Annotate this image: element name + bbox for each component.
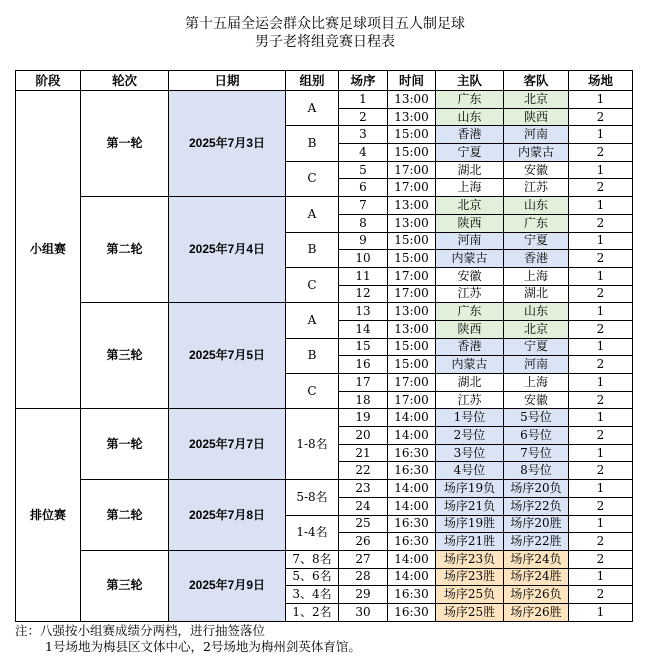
home-team-cell: 2号位 <box>436 427 504 445</box>
away-team-cell: 场序20胜 <box>504 515 569 533</box>
match-no-cell: 6 <box>339 179 388 197</box>
match-no-cell: 3 <box>339 126 388 144</box>
match-no-cell: 11 <box>339 267 388 285</box>
time-cell: 16:30 <box>388 444 436 462</box>
note-line-2: 1号场地为梅县区文体中心，2号场地为梅州剑英体育馆。 <box>45 639 361 654</box>
time-cell: 17:00 <box>388 374 436 392</box>
match-no-cell: 14 <box>339 320 388 338</box>
round-cell: 第三轮 <box>81 550 169 621</box>
away-team-cell: 场序22负 <box>504 497 569 515</box>
venue-cell: 2 <box>569 179 633 197</box>
home-team-cell: 场序25胜 <box>436 603 504 621</box>
home-team-cell: 内蒙古 <box>436 356 504 374</box>
venue-cell: 2 <box>569 250 633 268</box>
match-no-cell: 24 <box>339 497 388 515</box>
match-no-cell: 20 <box>339 427 388 445</box>
venue-cell: 1 <box>569 126 633 144</box>
header-venue: 场地 <box>569 71 633 91</box>
away-team-cell: 北京 <box>504 91 569 109</box>
match-no-cell: 13 <box>339 303 388 321</box>
home-team-cell: 香港 <box>436 338 504 356</box>
home-team-cell: 香港 <box>436 126 504 144</box>
match-row <box>16 480 633 498</box>
home-team-cell: 河南 <box>436 232 504 250</box>
header-match-no: 场序 <box>339 71 388 91</box>
match-row <box>16 197 633 215</box>
venue-cell: 2 <box>569 285 633 303</box>
time-cell: 14:00 <box>388 550 436 568</box>
away-team-cell: 安徽 <box>504 161 569 179</box>
venue-cell: 2 <box>569 533 633 551</box>
time-cell: 17:00 <box>388 179 436 197</box>
away-team-cell: 场序22胜 <box>504 533 569 551</box>
away-team-cell: 安徽 <box>504 391 569 409</box>
match-no-cell: 18 <box>339 391 388 409</box>
home-team-cell: 江苏 <box>436 285 504 303</box>
group-cell: 1-4名 <box>286 515 339 550</box>
away-team-cell: 上海 <box>504 374 569 392</box>
group-cell: B <box>286 126 339 161</box>
time-cell: 14:00 <box>388 497 436 515</box>
header-home-team: 主队 <box>436 71 504 91</box>
match-no-cell: 17 <box>339 374 388 392</box>
away-team-cell: 场序24胜 <box>504 568 569 586</box>
group-cell: 1-8名 <box>286 409 339 480</box>
time-cell: 14:00 <box>388 427 436 445</box>
group-cell: 5、6名 <box>286 568 339 586</box>
home-team-cell: 上海 <box>436 179 504 197</box>
round-cell: 第二轮 <box>81 480 169 551</box>
title-line-2: 男子老将组竞赛日程表 <box>255 34 395 50</box>
time-cell: 17:00 <box>388 161 436 179</box>
time-cell: 16:30 <box>388 533 436 551</box>
match-no-cell: 9 <box>339 232 388 250</box>
time-cell: 16:30 <box>388 462 436 480</box>
venue-cell: 2 <box>569 144 633 162</box>
away-team-cell: 内蒙古 <box>504 144 569 162</box>
away-team-cell: 5号位 <box>504 409 569 427</box>
match-no-cell: 21 <box>339 444 388 462</box>
away-team-cell: 场序26负 <box>504 586 569 604</box>
time-cell: 16:30 <box>388 603 436 621</box>
away-team-cell: 河南 <box>504 126 569 144</box>
match-no-cell: 19 <box>339 409 388 427</box>
match-row <box>16 303 633 321</box>
venue-cell: 1 <box>569 338 633 356</box>
time-cell: 13:00 <box>388 320 436 338</box>
match-no-cell: 22 <box>339 462 388 480</box>
title-line-1: 第十五届全运会群众比赛足球项目五人制足球 <box>185 16 465 32</box>
home-team-cell: 湖北 <box>436 161 504 179</box>
time-cell: 14:00 <box>388 568 436 586</box>
venue-cell: 1 <box>569 480 633 498</box>
match-no-cell: 4 <box>339 144 388 162</box>
header-round: 轮次 <box>81 71 169 91</box>
time-cell: 15:00 <box>388 250 436 268</box>
time-cell: 13:00 <box>388 91 436 109</box>
home-team-cell: 陕西 <box>436 214 504 232</box>
away-team-cell: 陕西 <box>504 108 569 126</box>
away-team-cell: 湖北 <box>504 285 569 303</box>
schedule-table <box>15 70 633 622</box>
time-cell: 17:00 <box>388 391 436 409</box>
time-cell: 13:00 <box>388 214 436 232</box>
group-cell: A <box>286 91 339 126</box>
home-team-cell: 场序19胜 <box>436 515 504 533</box>
header-away-team: 客队 <box>504 71 569 91</box>
away-team-cell: 山东 <box>504 303 569 321</box>
group-cell: 5-8名 <box>286 480 339 515</box>
group-cell: C <box>286 161 339 196</box>
round-cell: 第一轮 <box>81 91 169 197</box>
away-team-cell: 场序26胜 <box>504 603 569 621</box>
match-no-cell: 27 <box>339 550 388 568</box>
header-row <box>16 71 633 91</box>
venue-cell: 1 <box>569 232 633 250</box>
note-line-1: 注：八强按小组赛成绩分两档，进行抽签落位 <box>15 623 266 638</box>
group-cell: 7、8名 <box>286 550 339 568</box>
time-cell: 14:00 <box>388 409 436 427</box>
stage-cell: 小组赛 <box>16 91 81 409</box>
home-team-cell: 1号位 <box>436 409 504 427</box>
match-no-cell: 25 <box>339 515 388 533</box>
time-cell: 15:00 <box>388 144 436 162</box>
away-team-cell: 河南 <box>504 356 569 374</box>
time-cell: 13:00 <box>388 108 436 126</box>
home-team-cell: 宁夏 <box>436 144 504 162</box>
time-cell: 13:00 <box>388 303 436 321</box>
home-team-cell: 3号位 <box>436 444 504 462</box>
match-row <box>16 91 633 109</box>
home-team-cell: 安徽 <box>436 267 504 285</box>
time-cell: 13:00 <box>388 197 436 215</box>
round-cell: 第三轮 <box>81 303 169 409</box>
venue-cell: 1 <box>569 515 633 533</box>
venue-cell: 2 <box>569 320 633 338</box>
date-cell: 2025年7月8日 <box>169 480 286 551</box>
stage-cell: 排位赛 <box>16 409 81 621</box>
match-no-cell: 30 <box>339 603 388 621</box>
venue-cell: 2 <box>569 391 633 409</box>
match-no-cell: 1 <box>339 91 388 109</box>
home-team-cell: 湖北 <box>436 374 504 392</box>
match-no-cell: 28 <box>339 568 388 586</box>
time-cell: 15:00 <box>388 232 436 250</box>
match-no-cell: 15 <box>339 338 388 356</box>
match-no-cell: 12 <box>339 285 388 303</box>
round-cell: 第一轮 <box>81 409 169 480</box>
date-cell: 2025年7月5日 <box>169 303 286 409</box>
away-team-cell: 6号位 <box>504 427 569 445</box>
time-cell: 17:00 <box>388 285 436 303</box>
group-cell: A <box>286 303 339 338</box>
time-cell: 16:30 <box>388 586 436 604</box>
home-team-cell: 场序23胜 <box>436 568 504 586</box>
away-team-cell: 山东 <box>504 197 569 215</box>
home-team-cell: 场序19负 <box>436 480 504 498</box>
venue-cell: 1 <box>569 374 633 392</box>
away-team-cell: 广东 <box>504 214 569 232</box>
date-cell: 2025年7月7日 <box>169 409 286 480</box>
away-team-cell: 场序20负 <box>504 480 569 498</box>
schedule-body <box>16 91 633 622</box>
away-team-cell: 8号位 <box>504 462 569 480</box>
group-cell: B <box>286 232 339 267</box>
match-no-cell: 8 <box>339 214 388 232</box>
venue-cell: 1 <box>569 568 633 586</box>
away-team-cell: 宁夏 <box>504 232 569 250</box>
away-team-cell: 江苏 <box>504 179 569 197</box>
venue-cell: 2 <box>569 550 633 568</box>
match-no-cell: 23 <box>339 480 388 498</box>
round-cell: 第二轮 <box>81 197 169 303</box>
date-cell: 2025年7月4日 <box>169 197 286 303</box>
home-team-cell: 场序25负 <box>436 586 504 604</box>
venue-cell: 2 <box>569 108 633 126</box>
match-no-cell: 7 <box>339 197 388 215</box>
away-team-cell: 北京 <box>504 320 569 338</box>
group-cell: B <box>286 338 339 373</box>
header-stage: 阶段 <box>16 71 81 91</box>
venue-cell: 1 <box>569 303 633 321</box>
time-cell: 16:30 <box>388 515 436 533</box>
document-title <box>0 15 650 51</box>
match-row <box>16 409 633 427</box>
home-team-cell: 江苏 <box>436 391 504 409</box>
header-group: 组别 <box>286 71 339 91</box>
home-team-cell: 广东 <box>436 91 504 109</box>
match-no-cell: 29 <box>339 586 388 604</box>
away-team-cell: 7号位 <box>504 444 569 462</box>
venue-cell: 2 <box>569 462 633 480</box>
match-no-cell: 10 <box>339 250 388 268</box>
group-cell: 1、2名 <box>286 603 339 621</box>
venue-cell: 2 <box>569 356 633 374</box>
home-team-cell: 4号位 <box>436 462 504 480</box>
home-team-cell: 陕西 <box>436 320 504 338</box>
away-team-cell: 香港 <box>504 250 569 268</box>
group-cell: A <box>286 197 339 232</box>
date-cell: 2025年7月9日 <box>169 550 286 621</box>
home-team-cell: 北京 <box>436 197 504 215</box>
venue-cell: 2 <box>569 427 633 445</box>
header-time: 时间 <box>388 71 436 91</box>
time-cell: 15:00 <box>388 356 436 374</box>
away-team-cell: 宁夏 <box>504 338 569 356</box>
venue-cell: 1 <box>569 409 633 427</box>
home-team-cell: 内蒙古 <box>436 250 504 268</box>
venue-cell: 1 <box>569 603 633 621</box>
match-no-cell: 2 <box>339 108 388 126</box>
match-no-cell: 26 <box>339 533 388 551</box>
home-team-cell: 山东 <box>436 108 504 126</box>
venue-cell: 1 <box>569 197 633 215</box>
date-cell: 2025年7月3日 <box>169 91 286 197</box>
match-row <box>16 550 633 568</box>
match-no-cell: 5 <box>339 161 388 179</box>
venue-cell: 1 <box>569 444 633 462</box>
home-team-cell: 场序21负 <box>436 497 504 515</box>
match-no-cell: 16 <box>339 356 388 374</box>
venue-cell: 1 <box>569 91 633 109</box>
away-team-cell: 场序24负 <box>504 550 569 568</box>
venue-cell: 1 <box>569 161 633 179</box>
time-cell: 15:00 <box>388 126 436 144</box>
venue-cell: 2 <box>569 586 633 604</box>
home-team-cell: 广东 <box>436 303 504 321</box>
home-team-cell: 场序23负 <box>436 550 504 568</box>
time-cell: 15:00 <box>388 338 436 356</box>
time-cell: 17:00 <box>388 267 436 285</box>
group-cell: 3、4名 <box>286 586 339 604</box>
venue-cell: 1 <box>569 267 633 285</box>
group-cell: C <box>286 374 339 409</box>
group-cell: C <box>286 267 339 302</box>
notes <box>15 623 635 655</box>
venue-cell: 2 <box>569 497 633 515</box>
home-team-cell: 场序21胜 <box>436 533 504 551</box>
away-team-cell: 上海 <box>504 267 569 285</box>
header-date: 日期 <box>169 71 286 91</box>
time-cell: 14:00 <box>388 480 436 498</box>
venue-cell: 2 <box>569 214 633 232</box>
